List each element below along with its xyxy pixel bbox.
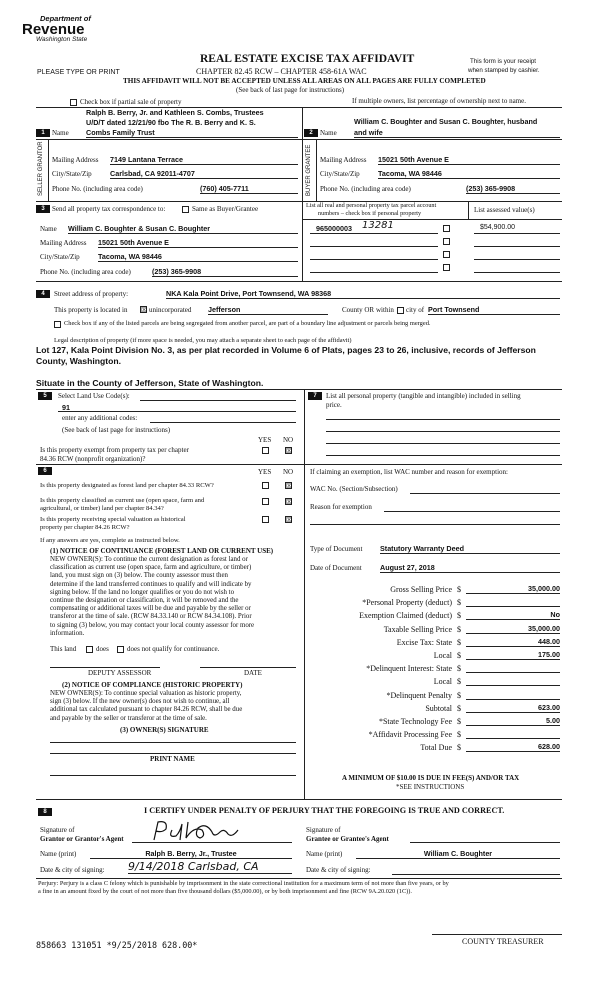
land-does-not-checkbox[interactable] <box>117 646 124 653</box>
land-does-not-label: does not qualify for continuance. <box>127 645 220 653</box>
legal-description-line2: County, Washington. <box>36 356 121 366</box>
tax-row-label: *Delinquent Penalty <box>386 690 452 700</box>
form-chapter: CHAPTER 82.45 RCW – CHAPTER 458-61A WAC <box>196 67 367 76</box>
tax-row-currency: $ <box>457 585 461 594</box>
section-1-badge: 1 <box>36 129 50 137</box>
seller-phone-label: Phone No. (including area code) <box>52 185 143 193</box>
seller-mailing-field[interactable]: 7149 Lantana Terrace <box>110 155 298 165</box>
section6-no-header: NO <box>283 468 294 476</box>
grantee-name-label: Name (print) <box>306 850 343 858</box>
tax-row-currency: $ <box>457 717 461 726</box>
same-as-buyer-label: Same as Buyer/Grantee <box>192 205 259 213</box>
minimum-fee-note: A MINIMUM OF $10.00 IS DUE IN FEE(S) AND/OR TAX <box>342 774 520 782</box>
historic-yes-checkbox[interactable] <box>262 516 269 523</box>
seller-name-label: Name <box>52 129 69 137</box>
tax-row-label: *Delinquent Interest: State <box>366 664 452 674</box>
corr-name-label: Name <box>40 225 57 233</box>
see-instructions-note: *SEE INSTRUCTIONS <box>396 783 465 791</box>
additional-codes-label: enter any additional codes: <box>62 414 138 422</box>
deputy-assessor-label: DEPUTY ASSESSOR <box>88 669 152 677</box>
tax-row-label: Local <box>433 677 452 687</box>
receipt-stamp: 858663 131051 *9/25/2018 628.00* <box>36 940 198 950</box>
parcel-header-2: numbers – check box if personal property <box>318 210 422 217</box>
land-use-yes-header: YES <box>258 436 272 444</box>
forest-yes-checkbox[interactable] <box>262 482 269 489</box>
partial-sale-checkbox[interactable] <box>70 99 77 106</box>
section-3-badge: 3 <box>36 205 50 213</box>
tax-row-label: *State Technology Fee <box>378 717 452 726</box>
tax-row-value[interactable] <box>466 729 560 739</box>
legal-description-line1: Lot 127, Kala Point Division No. 3, as per plat recorded in Volume 6 of Plats, pages 23 to 26, inclusive, records of Jefferson <box>36 345 536 355</box>
county-label: County OR <box>342 306 375 314</box>
doc-date-field[interactable]: August 27, 2018 <box>380 563 560 573</box>
located-label: This property is located in <box>54 306 128 314</box>
current-use-question-1: Is this property classified as current use (open space, farm and <box>40 497 205 504</box>
agency-logo <box>22 14 91 43</box>
legal-description-label: Legal description of property (if more space is needed, you may attach a separate sheet to each page of the affidavit) <box>54 337 352 344</box>
grantor-date-field[interactable]: 9/14/2018 Carlsbad, CA <box>128 860 292 874</box>
tax-row-currency: $ <box>457 730 461 740</box>
tax-row-value[interactable]: 448.00 <box>466 637 560 647</box>
current-use-question-2: agricultural, or timber) land per chapter 84.34? <box>40 505 164 512</box>
within-label: within <box>376 306 394 314</box>
notice-continuance-line: land, you must sign on (3) below. The county assessor must then <box>50 572 228 580</box>
tax-row-currency: $ <box>457 637 461 647</box>
buyer-city-label: City/State/Zip <box>320 170 360 178</box>
tax-row-value[interactable]: 628.00 <box>466 742 560 752</box>
grantee-name-field[interactable]: William C. Boughter <box>356 849 560 859</box>
tax-row-currency: $ <box>457 598 461 608</box>
section6-yes-header: YES <box>258 468 272 476</box>
multiple-owners-note: If multiple owners, list percentage of ownership next to name. <box>352 97 526 105</box>
section-7-badge: 7 <box>308 392 322 400</box>
if-yes-note: If any answers are yes, complete as instructed below. <box>40 537 180 544</box>
segregated-note: Check box if any of the listed parcels are being segregated from another parcel, are part of a boundary line adjustment or parcels being merged. <box>64 320 431 327</box>
tax-row-label: Gross Selling Price <box>390 585 452 594</box>
notice-continuance-title: (1) NOTICE OF CONTINUANCE (FOREST LAND OR CURRENT USE) <box>50 547 274 555</box>
parcel-1-personal-checkbox[interactable] <box>443 225 450 232</box>
historic-question-1: Is this property receiving special valuation as historical <box>40 516 186 523</box>
exempt-yes-checkbox[interactable] <box>262 447 269 454</box>
grantor-signature[interactable] <box>150 818 250 844</box>
tax-row-label: Excise Tax: State <box>396 637 452 647</box>
buyer-name-label: Name <box>320 129 337 137</box>
grantor-signature-label-1: Signature of <box>40 826 75 834</box>
legal-description-line3: Situate in the County of Jefferson, State of Washington. <box>36 378 264 388</box>
tax-row-label: Taxable Selling Price <box>383 624 452 634</box>
notice-continuance-line: information. <box>50 629 85 637</box>
notice-compliance-text <box>50 690 300 723</box>
partial-sale-label: Check box if partial sale of property <box>80 98 182 106</box>
exemption-reason-label: Reason for exemption <box>310 503 372 511</box>
forest-no-checkbox[interactable]: ☒ <box>286 482 293 490</box>
tax-row-currency: $ <box>457 677 461 687</box>
segregated-checkbox[interactable] <box>54 321 61 328</box>
buyer-mailing-field[interactable]: 15021 50th Avenue E <box>378 155 560 165</box>
notice-continuance-line: compensating or additional taxes will be due and payable by the seller or <box>50 605 251 613</box>
tax-row-currency: $ <box>457 651 461 660</box>
print-name-label: PRINT NAME <box>150 755 195 763</box>
acceptance-warning: THIS AFFIDAVIT WILL NOT BE ACCEPTED UNLESS ALL AREAS ON ALL PAGES ARE FULLY COMPLETED <box>123 77 486 85</box>
instructions-note: (See back of last page for instructions) <box>236 86 345 94</box>
notice-compliance-line: sign (3) below. If the new owner(s) does not wish to continue, all <box>50 698 230 706</box>
corr-city-field[interactable]: Tacoma, WA 98446 <box>98 252 298 262</box>
tax-row-label: Total Due <box>420 743 452 753</box>
seller-name-line2: U/D/T dated 12/21/90 fbo The R. B. Berry and K. S. <box>86 118 256 127</box>
land-qualify-label: This land <box>50 645 77 653</box>
seller-phone-field[interactable]: (760) 405-7711 <box>200 184 298 194</box>
tax-row-currency: $ <box>457 743 461 753</box>
notice-compliance-line: additional tax calculated pursuant to chapter 84.26 RCW, shall be due <box>50 706 243 714</box>
tax-row-value[interactable]: 623.00 <box>466 703 560 713</box>
buyer-mailing-label: Mailing Address <box>320 156 367 164</box>
grantee-date-label: Date & city of signing: <box>306 866 371 874</box>
notice-compliance-line: NEW OWNER(S): To continue special valuation as historic property, <box>50 690 242 697</box>
assessed-header: List assessed value(s) <box>474 206 535 214</box>
grantor-date-label: Date & city of signing: <box>40 866 105 874</box>
city-of-label: city of <box>406 306 425 314</box>
assessed-value-1: $54,900.00 <box>480 224 516 231</box>
notice-continuance-line: continue the designation or classification, it will be removed and the <box>50 597 239 605</box>
print-note: PLEASE TYPE OR PRINT <box>37 69 120 76</box>
grantor-name-field[interactable]: Ralph B. Berry, Jr., Trustee <box>90 849 292 859</box>
unincorporated-checkbox[interactable]: ☒ <box>141 306 148 314</box>
parcel-header-1: List all real and personal property tax parcel account <box>306 202 437 209</box>
tax-row-value[interactable]: No <box>466 610 560 620</box>
land-use-no-header: NO <box>283 436 294 444</box>
exempt-no-checkbox[interactable]: ☒ <box>286 447 293 455</box>
corr-mailing-field[interactable]: 15021 50th Avenue E <box>98 238 298 248</box>
receipt-note-2: when stamped by cashier. <box>468 67 540 74</box>
tax-row-value[interactable] <box>466 676 560 686</box>
same-as-buyer-checkbox[interactable] <box>182 206 189 213</box>
grantee-signature-label-2: Grantee or Grantee's Agent <box>306 835 389 843</box>
land-use-code[interactable]: 91 <box>62 403 70 412</box>
tax-row-label: Exemption Claimed (deduct) <box>359 611 452 621</box>
section-6-badge: 6 <box>38 467 52 475</box>
buyer-side-label: BUYER GRANTEE <box>306 144 312 196</box>
buyer-city-field[interactable]: Tacoma, WA 98446 <box>378 169 560 179</box>
buyer-phone-field[interactable]: (253) 365-9908 <box>466 184 560 194</box>
grantee-signature-label-1: Signature of <box>306 826 341 834</box>
street-address-field[interactable]: NKA Kala Point Drive, Port Townsend, WA 98368 <box>166 289 560 299</box>
logo-dept-line: Department of <box>40 14 91 23</box>
current-use-no-checkbox[interactable]: ☒ <box>286 498 293 506</box>
wac-label: WAC No. (Section/Subsection) <box>310 485 398 493</box>
corr-city-label: City/State/Zip <box>40 253 80 261</box>
seller-name-line1: Ralph B. Berry, Jr. and Kathleen S. Combs, Trustees <box>86 108 264 117</box>
receipt-note-1: This form is your receipt <box>470 58 537 65</box>
tax-row-currency: $ <box>457 690 461 700</box>
parcel-3-personal-checkbox[interactable] <box>443 251 450 258</box>
tax-row-value[interactable]: 35,000.00 <box>466 624 560 634</box>
tax-row-currency: $ <box>457 664 461 674</box>
section-8-badge: 8 <box>38 808 52 816</box>
corr-phone-field[interactable]: (253) 365-9908 <box>152 267 298 277</box>
exempt-question-1: Is this property exempt from property tax per chapter <box>40 446 189 454</box>
logo-state: Washington State <box>36 36 88 43</box>
corr-name-field[interactable]: William C. Boughter & Susan C. Boughter <box>68 224 298 234</box>
land-does-checkbox[interactable] <box>86 646 93 653</box>
tax-row-value[interactable]: 5.00 <box>466 716 560 726</box>
tax-row-currency: $ <box>457 611 461 621</box>
notice-compliance-line: and payable by the seller or transferor at the time of sale. <box>50 714 207 722</box>
see-back-note: (See back of last page for instructions) <box>62 426 171 434</box>
street-address-label: Street address of property: <box>54 290 129 298</box>
doc-type-label: Type of Document <box>310 545 363 553</box>
grantor-name-label: Name (print) <box>40 850 77 858</box>
tax-row-value[interactable] <box>466 597 560 607</box>
perjury-note-2: a fine in an amount fixed by the court of not more than five thousand dollars ($5,000.00), or by both imprisonment and fine (RCW 9A.20.020 (1C)). <box>38 888 412 895</box>
tax-row-value[interactable] <box>466 663 560 673</box>
tax-row-label: *Affidavit Processing Fee <box>368 730 452 740</box>
notice-continuance-line: signing below. If the land no longer qualifies or you do not wish to <box>50 588 235 596</box>
property-city-field[interactable]: Port Townsend <box>428 305 560 315</box>
doc-date-label: Date of Document <box>310 564 362 572</box>
section-5-badge: 5 <box>38 392 52 400</box>
notice-continuance-line: NEW OWNER(S): To continue the current designation as forest land or <box>50 556 248 563</box>
tax-row-value[interactable]: 175.00 <box>466 650 560 660</box>
tax-row-value[interactable]: 35,000.00 <box>466 584 560 594</box>
personal-property-label-1: List all personal property (tangible and intangible) included in selling <box>326 392 521 400</box>
assessor-date-label: DATE <box>244 669 262 677</box>
seller-name-line3[interactable]: Combs Family Trust <box>86 128 298 138</box>
buyer-name-line1: William C. Boughter and Susan C. Boughter, husband <box>354 117 538 126</box>
form-title: REAL ESTATE EXCISE TAX AFFIDAVIT <box>200 53 415 65</box>
notice-continuance-line: determine if the land transferred continues to qualify and will indicate by <box>50 580 252 588</box>
corr-mailing-label: Mailing Address <box>40 239 87 247</box>
notice-continuance-line: classification as current use (open space, farm and agriculture, or timber) <box>50 564 252 572</box>
section-4-badge: 4 <box>36 290 50 298</box>
exempt-question-2: 84.36 RCW (nonprofit organization)? <box>40 455 146 463</box>
corr-phone-label: Phone No. (including area code) <box>40 268 131 276</box>
certify-statement: I CERTIFY UNDER PENALTY OF PERJURY THAT THE FOREGOING IS TRUE AND CORRECT. <box>144 806 505 815</box>
unincorporated-label: unincorporated <box>149 306 192 314</box>
historic-no-checkbox[interactable]: ☒ <box>286 516 293 524</box>
seller-city-field[interactable]: Carlsbad, CA 92011-4707 <box>110 169 298 179</box>
tax-row-value[interactable] <box>466 690 560 700</box>
seller-side-label: SELLER GRANTOR <box>38 141 44 196</box>
parcel-number-1: 965000003 <box>316 224 352 233</box>
logo-agency: Revenue <box>22 21 85 38</box>
personal-property-label-2: price. <box>326 401 342 409</box>
grantor-signature-label-2: Grantor or Grantor's Agent <box>40 835 124 843</box>
tax-row-currency: $ <box>457 703 461 713</box>
parcel-4-personal-checkbox[interactable] <box>443 264 450 271</box>
notice-continuance-line: transferor at the time of sale. (RCW 84.33.140 or RCW 84.34.108). Prior <box>50 613 252 621</box>
notice-compliance-title: (2) NOTICE OF COMPLIANCE (HISTORIC PROPERTY) <box>62 681 243 689</box>
historic-question-2: property per chapter 84.26 RCW? <box>40 524 130 531</box>
land-use-label: Select Land Use Code(s): <box>58 392 130 400</box>
doc-type-field[interactable]: Statutory Warranty Deed <box>380 544 560 554</box>
tax-row-label: Local <box>433 651 452 660</box>
section-2-badge: 2 <box>304 129 318 137</box>
seller-mailing-label: Mailing Address <box>52 156 99 164</box>
forest-question: Is this property designated as forest land per chapter 84.33 RCW? <box>40 482 214 489</box>
buyer-name-line2[interactable]: and wife <box>354 128 560 138</box>
within-city-checkbox[interactable] <box>397 307 404 314</box>
land-does-label: does <box>96 645 109 653</box>
county-treasurer-label: COUNTY TREASURER <box>462 937 544 946</box>
current-use-yes-checkbox[interactable] <box>262 498 269 505</box>
tax-row-label: Subtotal <box>425 703 452 713</box>
notice-continuance-line: to signing (3) below, you may contact your local county assessor for more <box>50 621 255 629</box>
parcel-2-personal-checkbox[interactable] <box>443 238 450 245</box>
seller-city-label: City/State/Zip <box>52 170 92 178</box>
exemption-label: If claiming an exemption, list WAC number and reason for exemption: <box>310 468 508 476</box>
notice-continuance-text <box>50 556 300 638</box>
tax-row-currency: $ <box>457 624 461 634</box>
owner-signature-label: (3) OWNER(S) SIGNATURE <box>120 726 209 734</box>
buyer-phone-label: Phone No. (including area code) <box>320 185 411 193</box>
perjury-note-1: Perjury: Perjury is a class C felony which is punishable by imprisonment in the state correctional institution for a maximum term of not more than five years, or by <box>38 880 449 887</box>
parcel-hand-note: 13281 <box>362 220 394 231</box>
correspondence-label: Send all property tax correspondence to: <box>52 205 166 213</box>
county-field[interactable]: Jefferson <box>208 305 328 315</box>
tax-row-label: *Personal Property (deduct) <box>362 598 452 608</box>
